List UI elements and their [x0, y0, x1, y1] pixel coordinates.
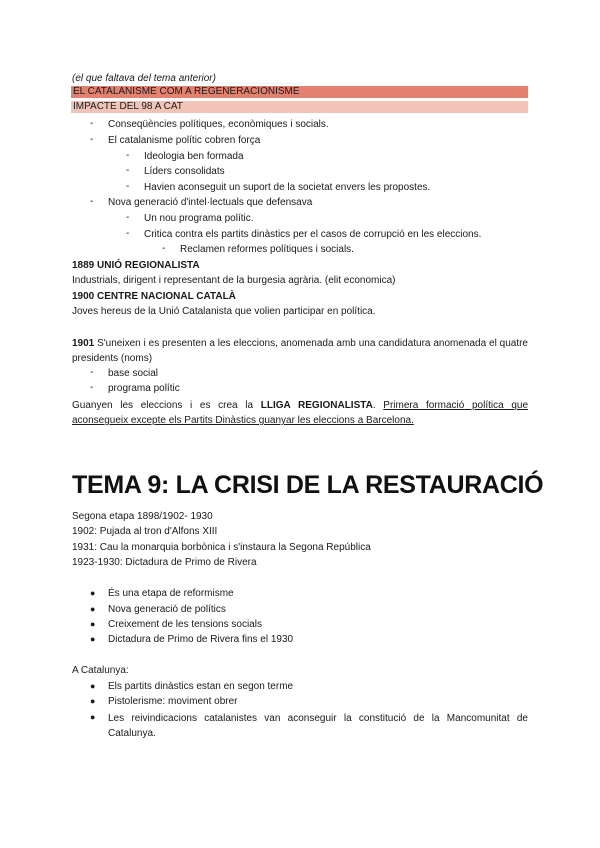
cnc-text: Joves hereus de la Unió Catalanista que volien participar en política. — [72, 306, 376, 317]
paragraph-lliga — [72, 398, 528, 428]
date-line: 1902: Pujada al tron d'Alfons XIII — [72, 526, 218, 537]
lliga-name: LLIGA REGIONALISTA — [260, 400, 373, 411]
dash-bullet: - — [90, 118, 94, 129]
list-subsubitem: Reclamen reformes polítiques i socials. — [180, 244, 354, 255]
date-line: 1923-1930: Dictadura de Primo de Rivera — [72, 557, 257, 568]
section-band-title: EL CATALANISME COM A REGENERACIONISME — [71, 86, 528, 98]
date-line: 1931: Cau la monarquia borbònica i s'instaura la Segona República — [72, 542, 371, 553]
list-item: Conseqüències polítiques, econòmiques i socials. — [108, 119, 329, 130]
dash-bullet: - — [126, 150, 130, 161]
list-item: base social — [108, 368, 159, 379]
tema-heading: TEMA 9: LA CRISI DE LA RESTAURACIÓ — [72, 471, 544, 499]
bullet-item: Dictadura de Primo de Rivera fins el 1930 — [108, 634, 294, 645]
dash-bullet: - — [90, 382, 94, 393]
bullet-dot: ● — [90, 619, 96, 629]
paragraph-1901-text: S'uneixen i es presenten a les eleccions, anomenada amb una candidatura anomenada el quatre presidents (noms) — [72, 338, 528, 364]
bullet-dot: ● — [90, 588, 96, 598]
list-item: Nova generació d'intel·lectuals que defensava — [108, 197, 313, 208]
dash-bullet: - — [90, 134, 94, 145]
date-line: Segona etapa 1898/1902- 1930 — [72, 511, 213, 522]
bullet-item: Nova generació de polítics — [108, 604, 226, 615]
cnc-title: 1900 CENTRE NACIONAL CATALÀ — [72, 291, 236, 302]
list-subitem: Un nou programa polític. — [144, 213, 254, 224]
paragraph-1901 — [72, 336, 528, 366]
bullet-dot: ● — [90, 681, 96, 691]
dash-bullet: - — [126, 212, 130, 223]
bullet-dot: ● — [90, 696, 96, 706]
bullet-dot: ● — [90, 712, 96, 722]
lliga-pre: Guanyen les eleccions i es crea la — [72, 400, 261, 411]
uni-text: Industrials, dirigent i representant de la burgesia agrària. (elit economica) — [72, 275, 396, 286]
catalunya-label: A Catalunya: — [72, 665, 129, 676]
bullet-dot: ● — [90, 634, 96, 644]
bullet-item: Creixement de les tensions socials — [108, 619, 262, 630]
dash-bullet: - — [126, 181, 130, 192]
list-subitem: Líders consolidats — [144, 166, 225, 177]
lliga-mid: . — [372, 400, 384, 411]
list-item: El catalanisme polític cobren força — [108, 135, 261, 146]
list-item: programa polític — [108, 383, 180, 394]
lliga-underlined: Primera formació política que aconsegueix excepte els Partits Dinàstics guanyar les eleccions a Barcelona. — [72, 400, 529, 426]
bullet-item: És una etapa de reformisme — [108, 588, 234, 599]
dash-bullet: - — [90, 367, 94, 378]
bullet-item: Pistolerisme: moviment obrer — [108, 696, 238, 707]
dash-bullet: - — [126, 228, 130, 239]
bullet-dot: ● — [90, 604, 96, 614]
list-subitem: Ideologia ben formada — [144, 151, 244, 162]
dash-bullet: - — [162, 243, 166, 254]
list-subitem: Havien aconseguit un suport de la societat envers les propostes. — [144, 182, 431, 193]
year-1901: 1901 — [72, 338, 95, 349]
dash-bullet: - — [126, 165, 130, 176]
bullet-item: Els partits dinàstics estan en segon terme — [108, 681, 294, 692]
dash-bullet: - — [90, 196, 94, 207]
section-band-subtitle: IMPACTE DEL 98 A CAT — [71, 101, 528, 113]
bullet-item: Les reivindicacions catalanistes van aconseguir la constitució de la Mancomunitat de Catalunya. — [108, 713, 528, 739]
intro-note: (el que faltava del tema anterior) — [72, 73, 216, 84]
list-subitem: Critica contra els partits dinàstics per el casos de corrupció en les eleccions. — [144, 229, 482, 240]
uni-title: 1889 UNIÓ REGIONALISTA — [72, 260, 200, 271]
